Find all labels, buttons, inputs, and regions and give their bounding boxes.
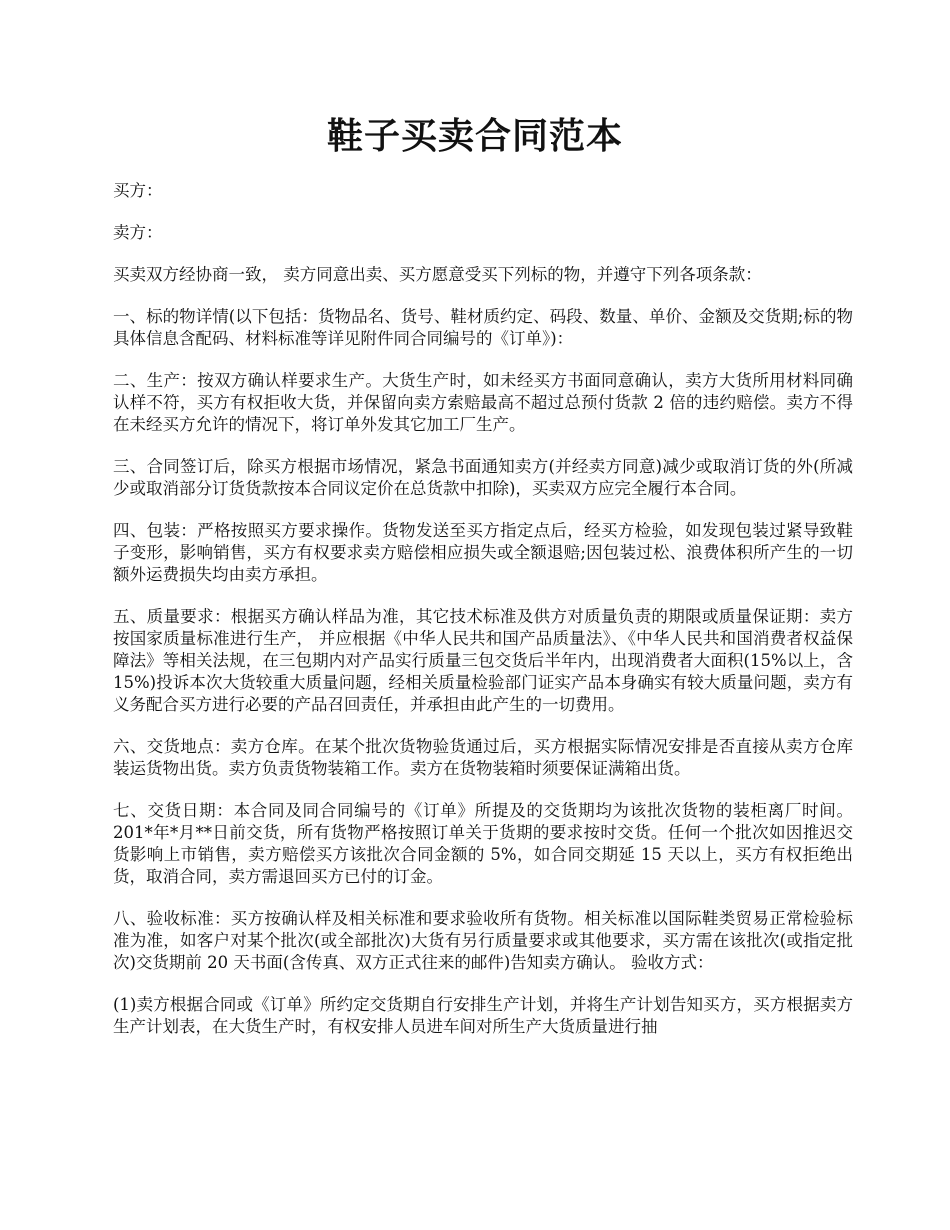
buyer-line: 买方： [113, 181, 163, 200]
preamble-paragraph: 买卖双方经协商一致， 卖方同意出卖、买方愿意受买下列标的物，并遵守下列各项条款： [113, 265, 762, 284]
clause-8-paragraph: 八、验收标准：买方按确认样及相关标准和要求验收所有货物。相关标准以国际鞋类贸易正常检验标准为准，如客户对某个批次(或全部批次)大货有另行质量要求或其他要求，买方需在该批次(或指定批次)交货期前 20 天书面(含传真、双方正式往来的邮件)告知卖方确认。 验收方式： [113, 909, 853, 972]
clause-8-item-1-paragraph: (1)卖方根据合同或《订单》所约定交货期自行安排生产计划，并将生产计划告知买方，买方根据卖方生产计划表，在大货生产时，有权安排人员进车间对所生产大货质量进行抽 [113, 995, 853, 1036]
clause-4-paragraph: 四、包装：严格按照买方要求操作。货物发送至买方指定点后，经买方检验，如发现包装过紧导致鞋子变形，影响销售，买方有权要求卖方赔偿相应损失或全额退赔;因包装过松、浪费体积所产生的一切额外运费损失均由卖方承担。 [113, 521, 853, 584]
document-body [113, 180, 853, 1058]
seller-line: 卖方： [113, 223, 163, 242]
clause-2-paragraph: 二、生产：按双方确认样要求生产。大货生产时，如未经买方书面同意确认，卖方大货所用材料同确认样不符，买方有权拒收大货，并保留向卖方索赔最高不超过总预付货款 2 倍的违约赔偿。卖方不得在未经买方允许的情况下，将订单外发其它加工厂生产。 [113, 371, 853, 434]
clause-5-paragraph: 五、质量要求：根据买方确认样品为准，其它技术标准及供方对质量负责的期限或质量保证期：卖方按国家质量标准进行生产， 并应根据《中华人民共和国产品质量法》、《中华人民共和国消费者权益保障法》等相关法规，在三包期内对产品实行质量三包交货后半年内，出现消费者大面积(15%以上，含 15%)投诉本次大货较重大质量问题，经相关质量检验部门证实产品本身确实有较大质量问题，卖方有义务配合买方进行必要的产品召回责任，并承担由此产生的一切费用。 [113, 607, 853, 714]
clause-1-paragraph: 一、标的物详情(以下包括：货物品名、货号、鞋材质约定、码段、数量、单价、金额及交货期;标的物具体信息含配码、材料标准等详见附件同合同编号的《订单》)： [113, 307, 853, 348]
clause-6-paragraph: 六、交货地点：卖方仓库。在某个批次货物验货通过后，买方根据实际情况安排是否直接从卖方仓库装运货物出货。卖方负责货物装箱工作。卖方在货物装箱时须要保证满箱出货。 [113, 737, 853, 778]
document-title: 鞋子买卖合同范本 [326, 115, 623, 157]
clause-3-paragraph: 三、合同签订后，除买方根据市场情况，紧急书面通知卖方(并经卖方同意)减少或取消订货的外(所减少或取消部分订货货款按本合同议定价在总货款中扣除)，买卖双方应完全履行本合同。 [113, 457, 853, 498]
clause-7-paragraph: 七、交货日期：本合同及同合同编号的《订单》所提及的交货期均为该批次货物的装柜离厂时间。201*年*月**日前交货，所有货物严格按照订单关于货期的要求按时交货。任何一个批次如因推迟交货影响上市销售，卖方赔偿买方该批次合同金额的 5%，如合同交期延 15 天以上，买方有权拒绝出货，取消合同，卖方需退回买方已付的订金。 [113, 801, 853, 886]
